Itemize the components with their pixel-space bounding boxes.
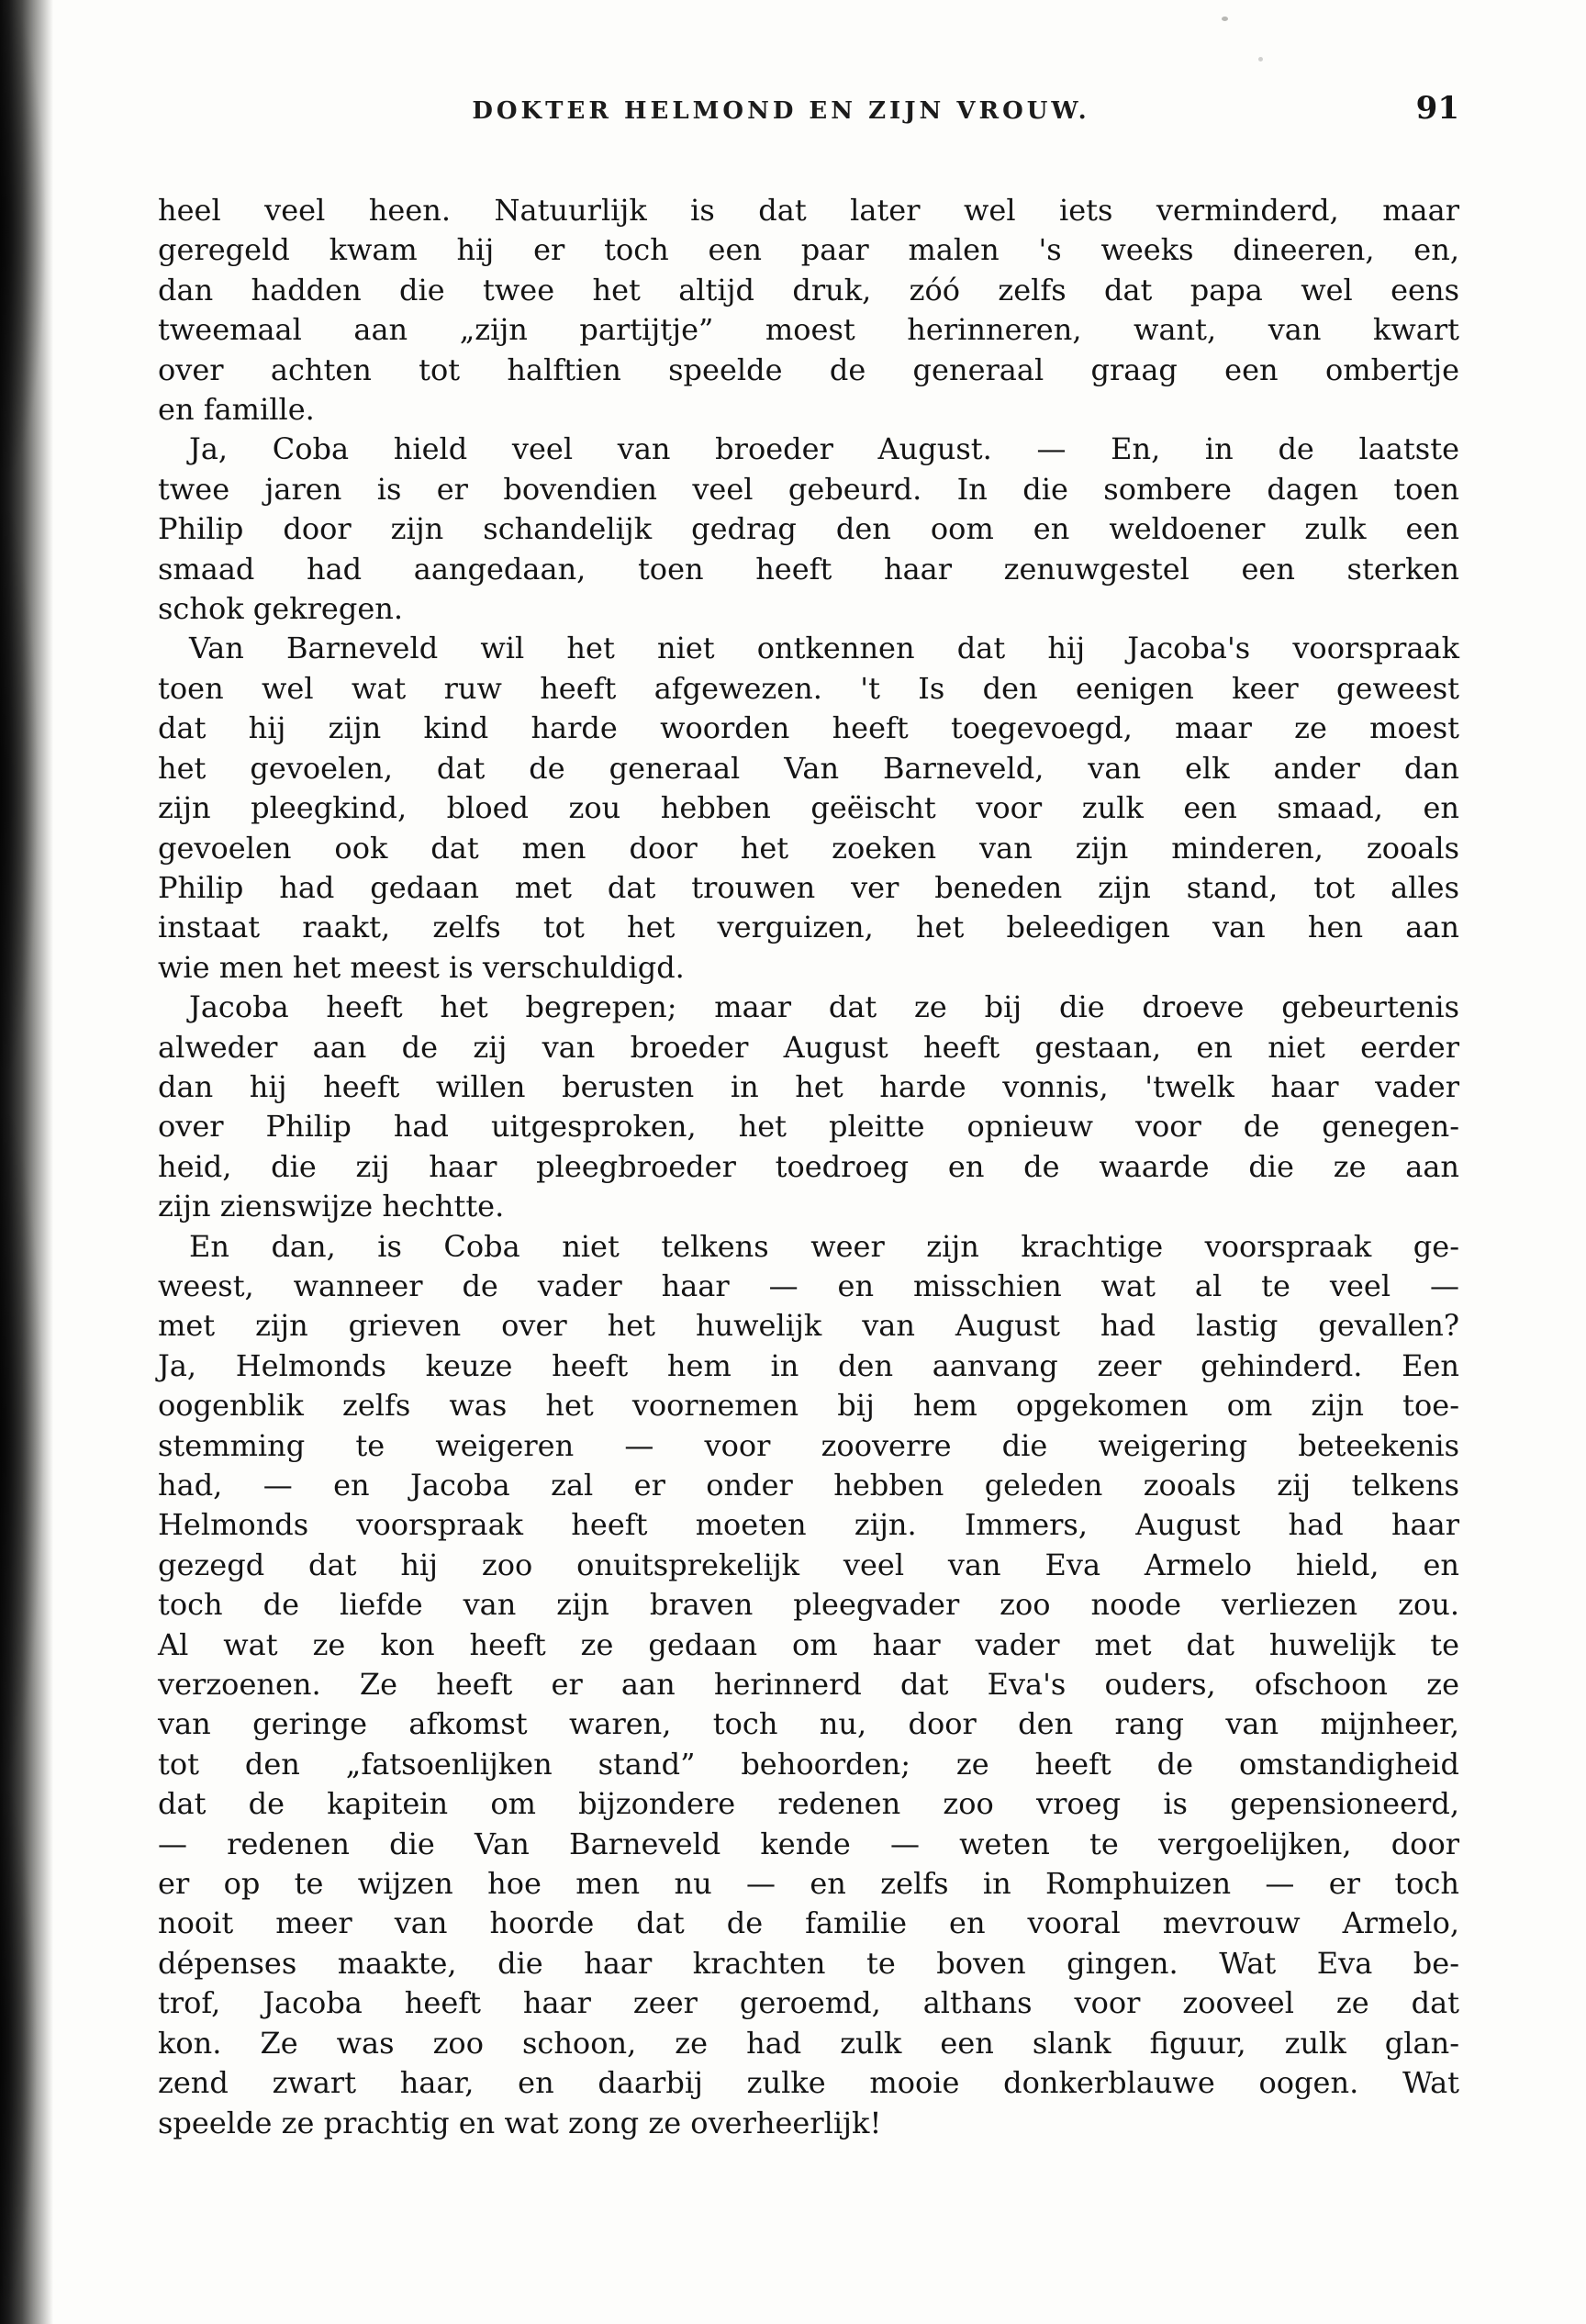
text-line: toen wel wat ruw heeft afgewezen. 't Is den eenigen keer geweest <box>158 670 1459 706</box>
binding-shadow <box>0 0 66 2324</box>
text-line: met zijn grieven over het huwelijk van August had lastig gevallen? <box>158 1308 1459 1344</box>
text-line: heid, die zij haar pleegbroeder toedroeg en de waarde die ze aan <box>158 1148 1459 1184</box>
text-line: nooit meer van hoorde dat de familie en vooral mevrouw Armelo, <box>158 1905 1459 1941</box>
paragraph <box>158 430 1459 629</box>
text-line: smaad had aangedaan, toen heeft haar zenuwgestel een sterken <box>158 551 1459 587</box>
text-line: Ja, Coba hield veel van broeder August. — En, in de laatste <box>189 431 1459 467</box>
text-line: alweder aan de zij van broeder August heeft gestaan, en niet eerder <box>158 1029 1459 1065</box>
text-line: Jacoba heeft het begrepen; maar dat ze bij die droeve gebeurtenis <box>189 989 1459 1025</box>
paragraph <box>158 1227 1459 2143</box>
text-line: dat de kapitein om bijzondere redenen zoo vroeg is gepensioneerd, <box>158 1786 1459 1822</box>
text-line: gezegd dat hij zoo onuitsprekelijk veel van Eva Armelo hield, en <box>158 1547 1459 1582</box>
text-line: gevoelen ook dat men door het zoeken van zijn minderen, zooals <box>158 830 1459 866</box>
text-line: dan hadden die twee het altijd druk, zóó zelfs dat papa wel eens <box>158 272 1459 307</box>
page-content <box>158 90 1459 2143</box>
scan-speck <box>1222 17 1228 21</box>
text-line: zijn pleegkind, bloed zou hebben geëischt voor zulk een smaad, en <box>158 790 1459 826</box>
text-line: verzoenen. Ze heeft er aan herinnerd dat Eva's ouders, ofschoon ze <box>158 1667 1459 1703</box>
running-title: DOKTER HELMOND EN ZIJN VROUW. <box>472 97 1090 125</box>
text-line: tot den „fatsoenlijken stand” behoorden; ze heeft de omstandigheid <box>158 1746 1459 1782</box>
text-line: speelde ze prachtig en wat zong ze overheerlijk! <box>158 2105 882 2140</box>
text-line: En dan, is Coba niet telkens weer zijn krachtige voorspraak ge- <box>189 1228 1459 1264</box>
text-line: kon. Ze was zoo schoon, ze had zulk een slank figuur, zulk glan- <box>158 2025 1459 2061</box>
text-line: weest, wanneer de vader haar — en misschien wat al te veel — <box>158 1268 1459 1303</box>
text-line: over Philip had uitgesproken, het pleitte opnieuw voor de genegen- <box>158 1109 1459 1145</box>
text-line: instaat raakt, zelfs tot het verguizen, het beleedigen van hen aan <box>158 910 1459 945</box>
text-line: zend zwart haar, en daarbij zulke mooie donkerblauwe oogen. Wat <box>158 2065 1459 2101</box>
text-line: schok gekregen. <box>158 591 404 627</box>
text-line: Ja, Helmonds keuze heeft hem in den aanvang zeer gehinderd. Een <box>158 1347 1459 1383</box>
text-line: dan hij heeft willen berusten in het harde vonnis, 'twelk haar vader <box>158 1068 1459 1104</box>
text-line: tweemaal aan „zijn partijtje” moest herinneren, want, van kwart <box>158 312 1459 348</box>
page-header <box>158 90 1459 138</box>
text-line: Philip had gedaan met dat trouwen ver beneden zijn stand, tot alles <box>158 869 1459 905</box>
paragraph <box>158 629 1459 988</box>
text-line: zijn zienswijze hechtte. <box>158 1189 505 1224</box>
text-line: twee jaren is er bovendien veel gebeurd. In die sombere dagen toen <box>158 471 1459 507</box>
text-line: oogenblik zelfs was het voornemen bij hem opgekomen om zijn toe- <box>158 1388 1459 1424</box>
paragraph <box>158 191 1459 430</box>
text-line: dépenses maakte, die haar krachten te boven gingen. Wat Eva be- <box>158 1945 1459 1981</box>
paragraph <box>158 988 1459 1226</box>
text-line: Helmonds voorspraak heeft moeten zijn. Immers, August had haar <box>158 1507 1459 1543</box>
text-line: Philip door zijn schandelijk gedrag den oom en weldoener zulk een <box>158 511 1459 547</box>
text-line: wie men het meest is verschuldigd. <box>158 949 685 985</box>
text-line: — redenen die Van Barneveld kende — weten te vergoelijken, door <box>158 1826 1459 1861</box>
text-line: geregeld kwam hij er toch een paar malen 's weeks dineeren, en, <box>158 232 1459 268</box>
text-line: over achten tot halftien speelde de generaal graag een ombertje <box>158 352 1459 387</box>
text-line: had, — en Jacoba zal er onder hebben geleden zooals zij telkens <box>158 1468 1459 1503</box>
text-line: heel veel heen. Natuurlijk is dat later wel iets verminderd, maar <box>158 193 1459 228</box>
text-line: stemming te weigeren — voor zooverre die weigering beteekenis <box>158 1427 1459 1463</box>
text-line: het gevoelen, dat de generaal Van Barneveld, van elk ander dan <box>158 750 1459 786</box>
page-number: 91 <box>1415 90 1459 127</box>
text-line: toch de liefde van zijn braven pleegvader zoo noode verliezen zou. <box>158 1587 1459 1623</box>
text-line: Al wat ze kon heeft ze gedaan om haar vader met dat huwelijk te <box>158 1626 1459 1662</box>
text-line: Van Barneveld wil het niet ontkennen dat hij Jacoba's voorspraak <box>189 631 1459 666</box>
text-line: dat hij zijn kind harde woorden heeft toegevoegd, maar ze moest <box>158 710 1459 746</box>
body-text <box>158 191 1459 2143</box>
text-line: van geringe afkomst waren, toch nu, door den rang van mijnheer, <box>158 1706 1459 1742</box>
scan-speck <box>1258 57 1263 61</box>
text-line: en famille. <box>158 392 315 428</box>
text-line: trof, Jacoba heeft haar zeer geroemd, althans voor zooveel ze dat <box>158 1985 1459 2021</box>
text-line: er op te wijzen hoe men nu — en zelfs in Romphuizen — er toch <box>158 1866 1459 1902</box>
